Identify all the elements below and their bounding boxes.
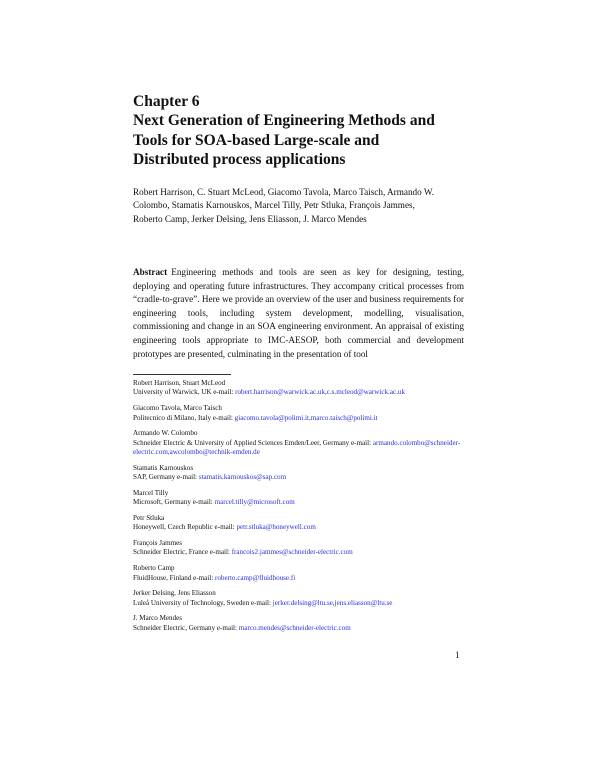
abstract-text: Engineering methods and tools are seen as key for designing, testing, deploying and operating future infrastructures. They accompany critical processes from “cradle-to-grave”. Here we provide an overview of the user and business requirements for engineering tools, including system development, modelling, visualisation, commissioning and change in an SOA engineering environment. An appraisal of existing engineering tools appropriate to IMC-AESOP, both commercial and development prototypes are presented, culminating in the presentation of tool [133,267,464,359]
chapter-label: Chapter 6 [133,93,200,110]
affiliation-names: Roberto Camp [133,564,175,573]
title-line: Tools for SOA-based Large-scale and [133,131,380,149]
affiliation-org: FluidHouse, Finland e-mail: [133,573,214,582]
affiliation-names: J. Marco Mendes [133,614,183,623]
affiliation [133,539,473,558]
affiliation-org: Luleå University of Technology, Sweden e-mail: [133,598,271,607]
affiliation [133,404,473,423]
affiliation [133,489,473,508]
email-link[interactable]: petr.stluka@honeywell.com [236,523,316,532]
affiliation-names: Giacomo Tavola, Marco Taisch [133,404,222,413]
email-link[interactable]: giacomo.tavola@polimi.it,marco.taisch@polimi.it [234,413,378,422]
affiliation-org: Honeywell, Czech Republic e-mail: [133,523,235,532]
affiliation-org: Schneider Electric, France e-mail: [133,548,230,557]
author-line: Robert Harrison, C. Stuart McLeod, Giacomo Tavola, Marco Taisch, Armando W. [133,187,434,197]
email-link[interactable]: jerker.delsing@ltu.se,jens.eliasson@ltu.se [272,598,393,607]
page-number: 1 [455,650,460,660]
title-line: Distributed process applications [133,151,346,168]
affiliation-names: Petr Stluka [133,513,165,522]
affiliation-org: SAP, Germany e-mail: [133,473,198,482]
affiliations [133,379,473,640]
author-list [133,186,463,226]
chapter-title [133,111,473,170]
affiliation-names: Armando W. Colombo [133,429,198,438]
affiliation-org: Microsoft, Germany e-mail: [133,498,213,507]
affiliation-org: Schneider Electric & University of Applied Sciences Emden/Leer, Germany e-mail: [133,438,372,447]
title-line: Next Generation of Engineering Methods and [133,112,435,129]
footnote-rule [133,374,231,375]
affiliation-org: Schneider Electric, Germany e-mail: [133,623,237,632]
affiliation [133,514,473,533]
affiliation-names: François Jammes [133,539,183,548]
affiliation-org: Politecnico di Milano, Italy e-mail: [133,413,233,422]
email-link[interactable]: marco.mendes@schneider-electric.com [238,623,351,632]
email-link[interactable]: stamatis.karnouskos@sap.com [198,473,287,482]
email-link[interactable]: roberto.camp@fluidhouse.fi [214,573,296,582]
affiliation-names: Robert Harrison, Stuart McLeod [133,379,226,387]
email-link[interactable]: robert.harrison@warwick.ac.uk,c.s.mcleod@warwick.ac.uk [235,388,405,397]
affiliation [133,589,473,608]
affiliation-names: Stamatis Karnouskos [133,463,194,472]
affiliation [133,429,473,457]
email-link[interactable]: francois2.jammes@schneider-electric.com [231,548,353,557]
affiliation [133,464,473,483]
affiliation [133,564,473,583]
affiliation-names: Jerker Delsing, Jens Eliasson [133,589,216,598]
affiliation [133,379,473,398]
email-link[interactable]: armando.colombo@schneider-electric.com,awcolombo@technik-emden.de [133,438,461,457]
affiliation-org: University of Warwick, UK e-mail: [133,388,234,397]
affiliation-names: Marcel Tilly [133,488,169,497]
email-link[interactable]: marcel.tilly@microsoft.com [214,498,295,507]
author-line: Roberto Camp, Jerker Delsing, Jens Eliasson, J. Marco Mendes [133,213,367,224]
affiliation [133,614,473,633]
abstract-label: Abstract [133,267,168,277]
author-line: Colombo, Stamatis Karnouskos, Marcel Tilly, Petr Stluka, François Jammes, [133,200,415,211]
abstract [133,266,464,361]
